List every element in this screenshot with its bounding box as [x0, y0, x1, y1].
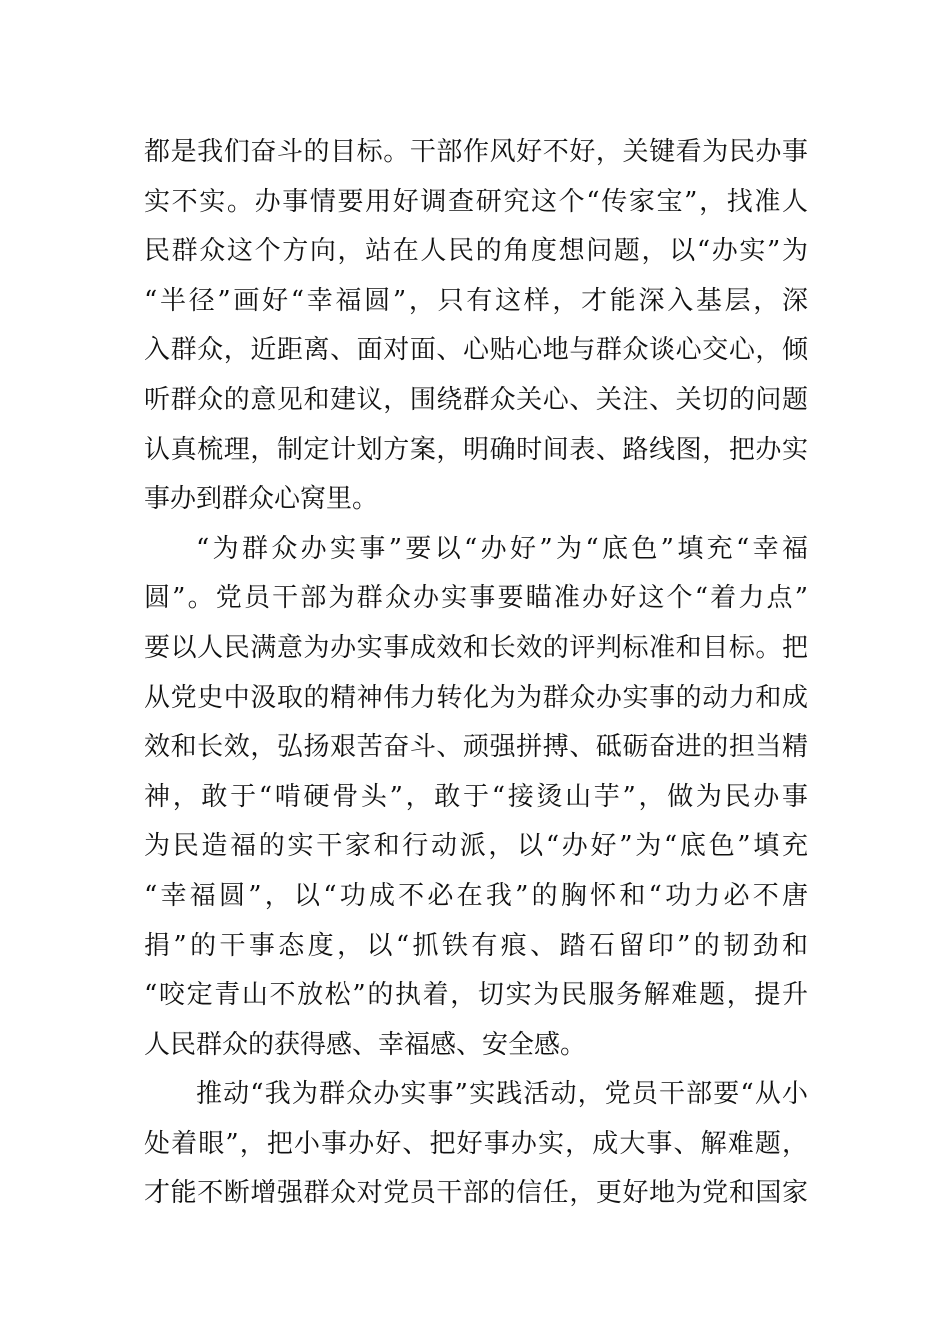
paragraph-2-line-5: 效和长效，弘扬艰苦奋斗、顽强拼搏、砥砺奋进的担当精 [144, 732, 808, 763]
paragraph-2-line-7: 为民造福的实干家和行动派，以“办好”为“底色”填充 [144, 831, 808, 862]
paragraph-2-line-11: 人民群众的获得感、幸福感、安全感。 [144, 1029, 587, 1060]
paragraph-3-line-2: 处着眼”，把小事办好、把好事办实，成大事、解难题， [144, 1128, 808, 1159]
paragraph-1-line-4: “半径”画好“幸福圆”，只有这样，才能深入基层，深 [144, 285, 808, 316]
paragraph-2-line-8: “幸福圆”，以“功成不必在我”的胸怀和“功力必不唐 [144, 880, 808, 911]
paragraph-3-line-1: 推动“我为群众办实事”实践活动，党员干部要“从小 [196, 1079, 808, 1110]
paragraph-2-line-9: 捐”的干事态度，以“抓铁有痕、踏石留印”的韧劲和 [144, 930, 808, 961]
paragraph-2-line-10: “咬定青山不放松”的执着，切实为民服务解难题，提升 [144, 980, 808, 1011]
paragraph-1-line-8: 事办到群众心窝里。 [144, 484, 379, 515]
paragraph-1-line-5: 入群众，近距离、面对面、心贴心地与群众谈心交心，倾 [144, 335, 808, 366]
paragraph-2-line-2: 圆”。党员干部为群众办实事要瞄准办好这个“着力点” [144, 583, 808, 614]
paragraph-2-line-1: “为群众办实事”要以“办好”为“底色”填充“幸福 [196, 533, 808, 564]
paragraph-2-line-6: 神，敢于“啃硬骨头”，敢于“接烫山芋”，做为民办事 [144, 781, 808, 812]
paragraph-1-line-6: 听群众的意见和建议，围绕群众关心、关注、关切的问题 [144, 384, 808, 415]
paragraph-2-line-4: 从党史中汲取的精神伟力转化为为群众办实事的动力和成 [144, 682, 808, 713]
paragraph-1-line-2: 实不实。办事情要用好调查研究这个“传家宝”，找准人 [144, 186, 808, 217]
paragraph-3-line-3: 才能不断增强群众对党员干部的信任，更好地为党和国家 [144, 1178, 808, 1209]
paragraph-2-line-3: 要以人民满意为办实事成效和长效的评判标准和目标。把 [144, 632, 808, 663]
paragraph-1-line-7: 认真梳理，制定计划方案，明确时间表、路线图，把办实 [144, 434, 808, 465]
document-body [144, 128, 808, 1219]
paragraph-1-line-3: 民群众这个方向，站在人民的角度想问题，以“办实”为 [144, 236, 808, 267]
paragraph-1-line-1: 都是我们奋斗的目标。干部作风好不好，关键看为民办事 [144, 137, 808, 167]
